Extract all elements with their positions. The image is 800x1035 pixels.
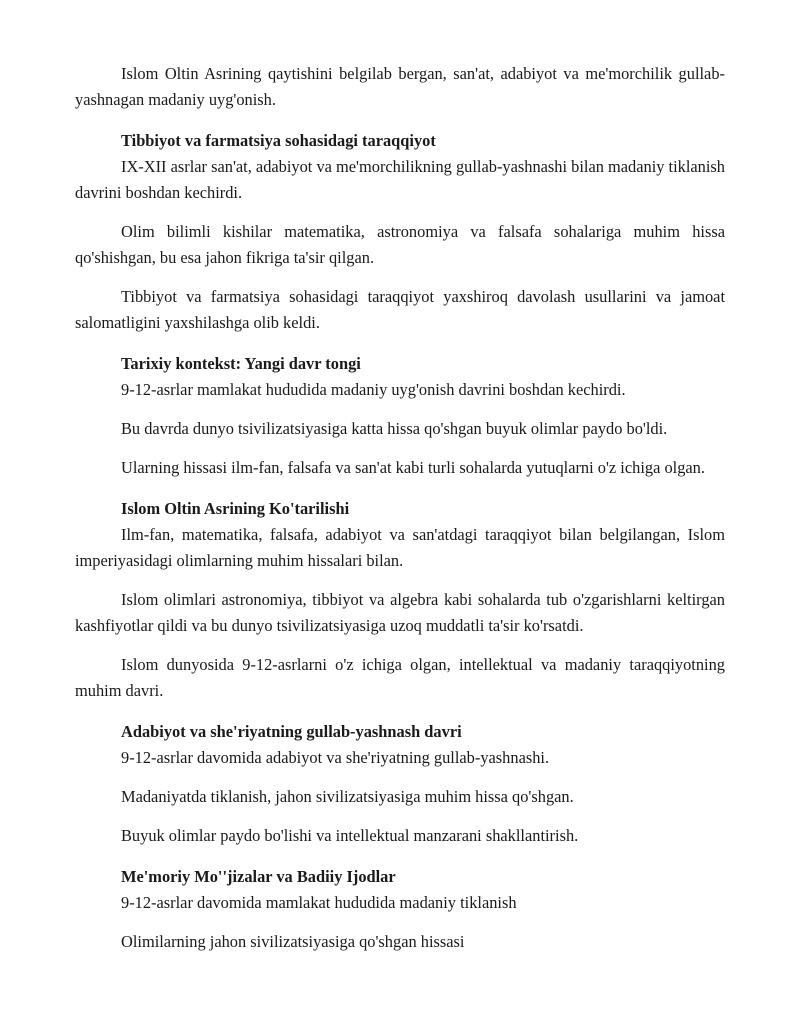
paragraph: IX-XII asrlar san'at, adabiyot va me'morchilikning gullab-yashnashi bilan madaniy tiklanish davrini boshdan kechirdi.: [75, 157, 726, 202]
paragraph: 9-12-asrlar mamlakat hududida madaniy uyg'onish davrini boshdan kechirdi.: [121, 380, 626, 399]
paragraph: Ularning hissasi ilm-fan, falsafa va san'at kabi turli sohalarda yutuqlarni o'z ichiga olgan.: [121, 458, 705, 477]
section-golden-age: [75, 496, 725, 704]
paragraph: Islom olimlari astronomiya, tibbiyot va algebra kabi sohalarda tub o'zgarishlarni keltirgan kashfiyotlar qildi va bu dunyo tsivilizatsiyasiga uzoq muddatli ta'sir ko'rsatdi.: [75, 590, 725, 635]
section-architecture: [75, 864, 725, 955]
paragraph: Olim bilimli kishilar matematika, astronomiya va falsafa sohalariga muhim hissa qo'shishgan, bu esa jahon fikriga ta'sir qilgan.: [75, 222, 725, 267]
paragraph: Buyuk olimlar paydo bo'lishi va intellektual manzarani shakllantirish.: [121, 826, 579, 845]
paragraph: Ilm-fan, matematika, falsafa, adabiyot va san'atdagi taraqqiyot bilan belgilangan, Islom imperiyasidagi olimlarning muhim hissalari bilan.: [75, 525, 725, 570]
section-heading: Islom Oltin Asrining Ko'tarilishi: [121, 499, 350, 518]
paragraph: Bu davrda dunyo tsivilizatsiyasiga katta hissa qo'shgan buyuk olimlar paydo bo'ldi.: [121, 419, 668, 438]
section-heading: Adabiyot va she'riyatning gullab-yashnash davri: [121, 722, 462, 741]
section-heading: Tarixiy kontekst: Yangi davr tongi: [121, 354, 361, 373]
section-heading: Me'moriy Mo''jizalar va Badiiy Ijodlar: [121, 867, 396, 886]
paragraph: Madaniyatda tiklanish, jahon sivilizatsiyasiga muhim hissa qo'shgan.: [121, 787, 574, 806]
paragraph: 9-12-asrlar davomida mamlakat hududida madaniy tiklanish: [121, 893, 517, 912]
intro-paragraph: Islom Oltin Asrining qaytishini belgilab bergan, san'at, adabiyot va me'morchilik gullab-yashnagan madaniy uyg'onish.: [75, 64, 725, 109]
paragraph: Tibbiyot va farmatsiya sohasidagi taraqqiyot yaxshiroq davolash usullarini va jamoat salomatligini yaxshilashga olib keldi.: [75, 287, 725, 332]
section-historical-context: [75, 351, 725, 481]
paragraph: 9-12-asrlar davomida adabiyot va she'riyatning gullab-yashnashi.: [121, 748, 550, 767]
paragraph: Olimilarning jahon sivilizatsiyasiga qo'shgan hissasi: [121, 932, 465, 951]
section-literature: [75, 719, 725, 849]
section-medicine: [75, 128, 725, 336]
paragraph: Islom dunyosida 9-12-asrlarni o'z ichiga olgan, intellektual va madaniy taraqqiyotning muhim davri.: [75, 655, 725, 700]
section-heading: Tibbiyot va farmatsiya sohasidagi taraqqiyot: [121, 131, 436, 150]
